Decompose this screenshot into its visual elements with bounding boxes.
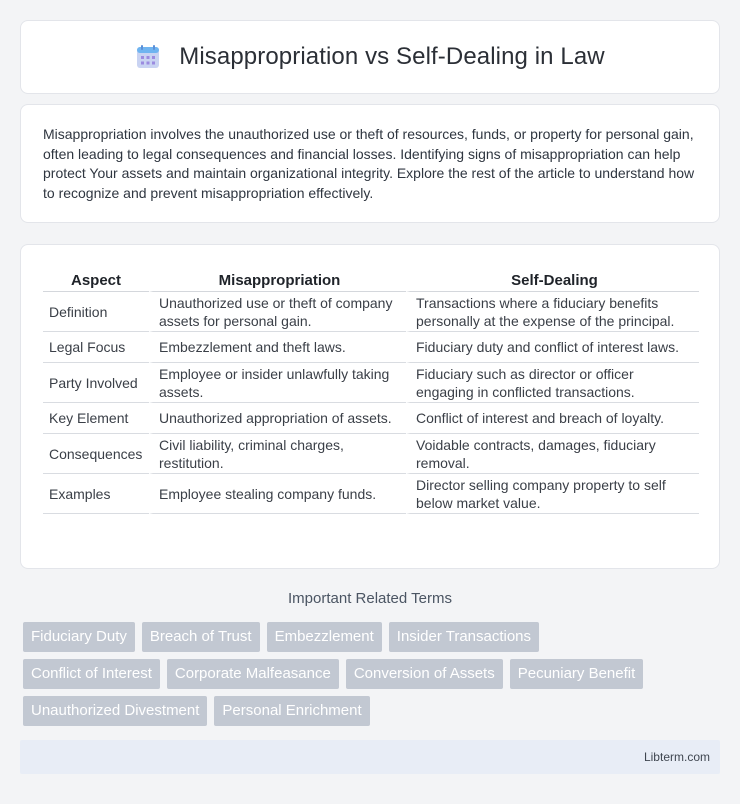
intro-card: [20, 104, 720, 223]
table-header-row: [43, 264, 699, 292]
tag-insider-transactions[interactable]: Insider Transactions: [389, 622, 539, 652]
row-self-dealing: Fiduciary such as director or officer engaging in conflicted transactions.: [406, 363, 699, 403]
footer-site-link[interactable]: Libterm.com: [643, 750, 710, 764]
row-misappropriation: Civil liability, criminal charges, restitution.: [149, 434, 406, 474]
row-misappropriation: Employee or insider unlawfully taking assets.: [149, 363, 406, 403]
row-aspect: Key Element: [43, 403, 149, 434]
related-terms-list: [23, 622, 717, 733]
row-aspect: Consequences: [43, 434, 149, 474]
row-aspect: Examples: [43, 474, 149, 514]
comparison-table-card: [20, 244, 720, 569]
row-misappropriation: Employee stealing company funds.: [149, 474, 406, 514]
calendar-grid-icon: [135, 44, 161, 70]
row-misappropriation: Unauthorized appropriation of assets.: [149, 403, 406, 434]
tag-unauthorized-divestment[interactable]: Unauthorized Divestment: [23, 696, 207, 726]
row-aspect: Party Involved: [43, 363, 149, 403]
row-self-dealing: Voidable contracts, damages, fiduciary removal.: [406, 434, 699, 474]
header-misappropriation: Misappropriation: [149, 264, 406, 292]
title-card: [20, 20, 720, 94]
tag-breach-of-trust[interactable]: Breach of Trust: [142, 622, 260, 652]
row-misappropriation: Embezzlement and theft laws.: [149, 332, 406, 363]
page-title: Misappropriation vs Self-Dealing in Law: [179, 43, 605, 70]
header-self-dealing: Self-Dealing: [406, 264, 699, 292]
tag-conversion-of-assets[interactable]: Conversion of Assets: [346, 659, 503, 689]
tag-conflict-of-interest[interactable]: Conflict of Interest: [23, 659, 160, 689]
tag-row: [23, 696, 717, 726]
table-row: [43, 403, 699, 434]
table-row: [43, 434, 699, 474]
table-row: [43, 292, 699, 332]
row-self-dealing: Director selling company property to self below market value.: [406, 474, 699, 514]
row-misappropriation: Unauthorized use or theft of company assets for personal gain.: [149, 292, 406, 332]
row-aspect: Legal Focus: [43, 332, 149, 363]
comparison-table: [43, 264, 699, 514]
row-aspect: Definition: [43, 292, 149, 332]
table-row: [43, 363, 699, 403]
tag-fiduciary-duty[interactable]: Fiduciary Duty: [23, 622, 135, 652]
tag-personal-enrichment[interactable]: Personal Enrichment: [214, 696, 369, 726]
tag-corporate-malfeasance[interactable]: Corporate Malfeasance: [167, 659, 339, 689]
table-row: [43, 474, 699, 514]
row-self-dealing: Transactions where a fiduciary benefits personally at the expense of the principal.: [406, 292, 699, 332]
tag-pecuniary-benefit[interactable]: Pecuniary Benefit: [510, 659, 644, 689]
intro-paragraph: Misappropriation involves the unauthorized use or theft of resources, funds, or property for personal gain, often leading to legal consequences and financial losses. Identifying signs of misappropriation can help protect Your assets and maintain organizational integrity. Explore the rest of the article to understand how to recognize and prevent misappropriation effectively.: [43, 126, 695, 201]
tag-row: [23, 659, 717, 689]
table-row: [43, 332, 699, 363]
header-aspect: Aspect: [43, 264, 149, 292]
related-terms-title: Important Related Terms: [288, 590, 452, 607]
row-self-dealing: Conflict of interest and breach of loyalty.: [406, 403, 699, 434]
tag-row: [23, 622, 717, 652]
footer: [20, 740, 720, 774]
tag-embezzlement[interactable]: Embezzlement: [267, 622, 382, 652]
row-self-dealing: Fiduciary duty and conflict of interest laws.: [406, 332, 699, 363]
